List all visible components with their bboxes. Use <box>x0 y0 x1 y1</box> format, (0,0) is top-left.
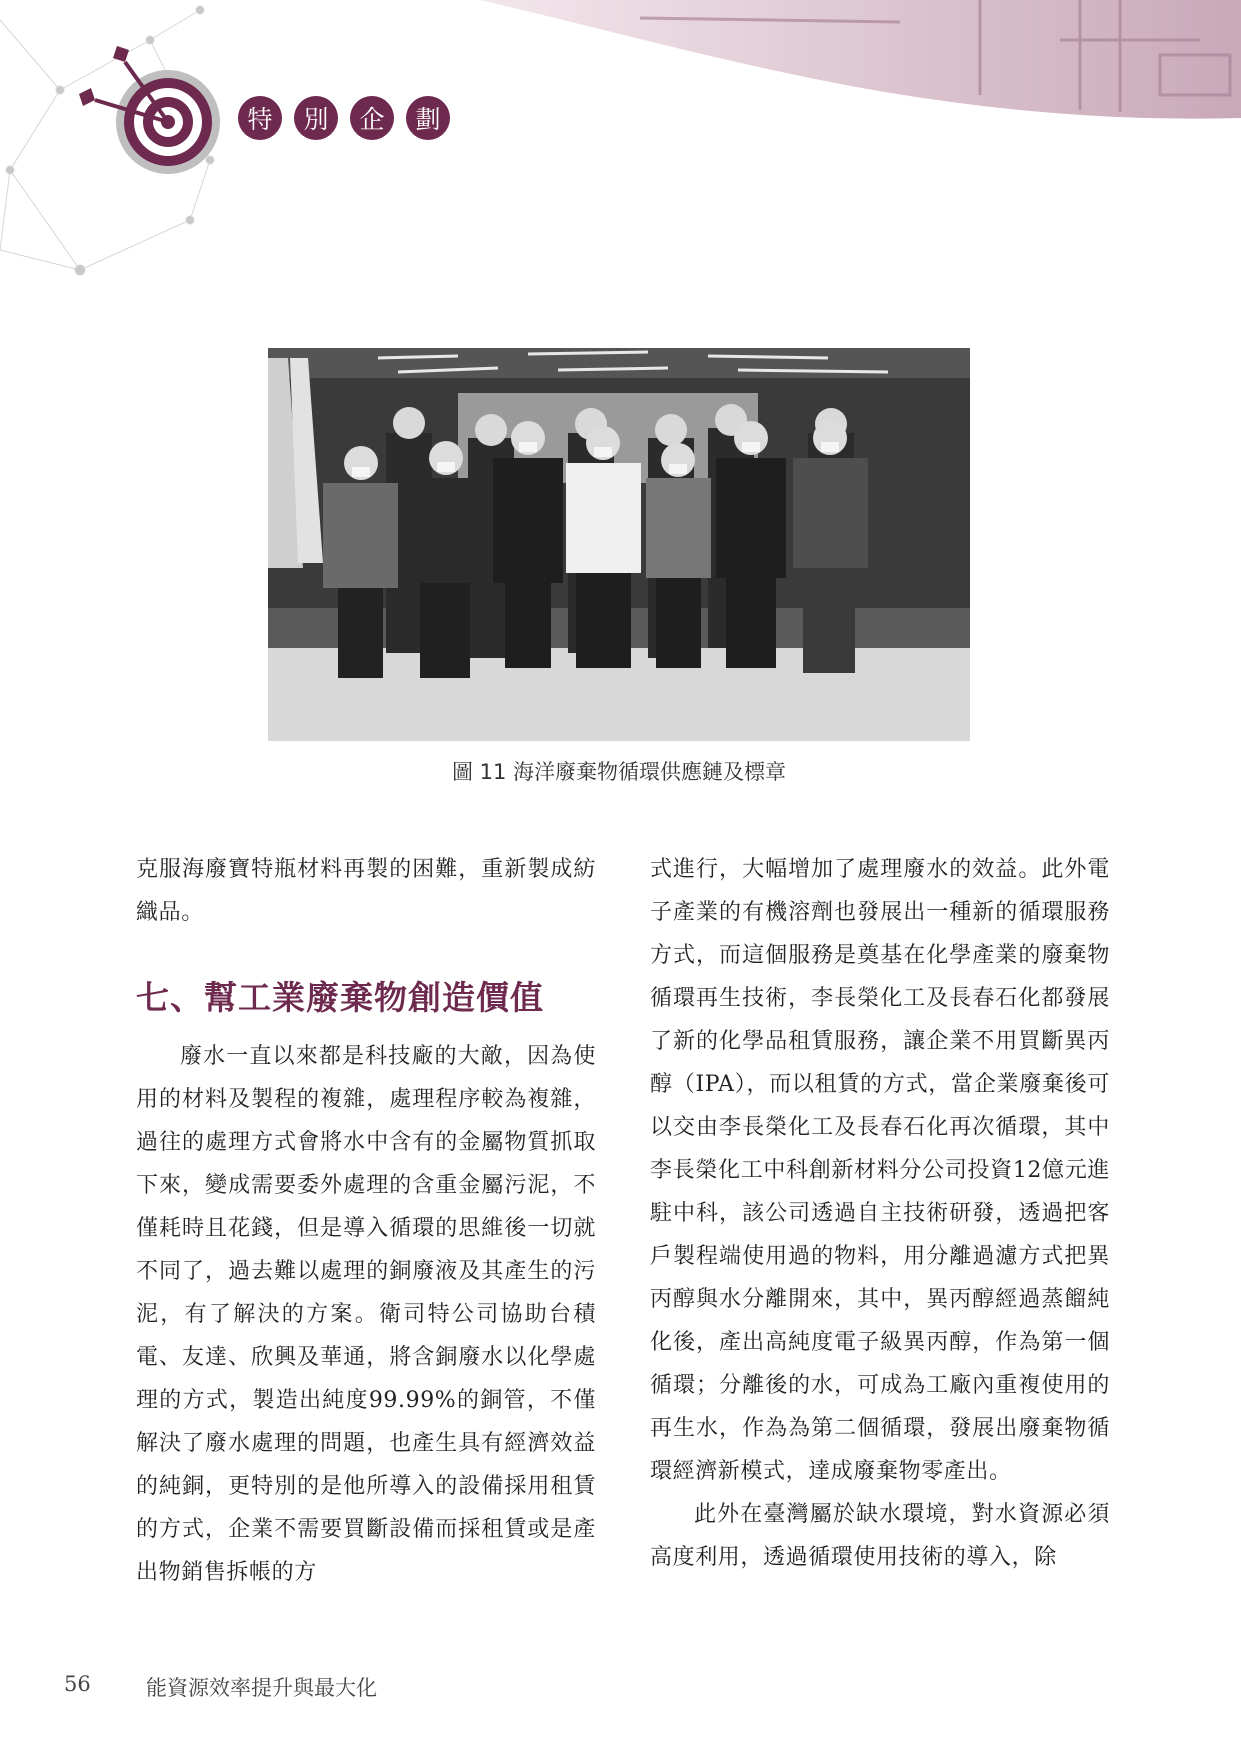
group-photo <box>268 348 970 741</box>
paragraph: 此外在臺灣屬於缺水環境，對水資源必須高度利用，透過循環使用技術的導入，除 <box>650 1502 1110 1570</box>
right-column <box>650 848 1110 1579</box>
running-footer-title: 能資源效率提升與最大化 <box>146 1676 377 1700</box>
section-label <box>238 96 450 140</box>
target-icon <box>79 46 220 174</box>
figure-caption: 圖 11 海洋廢棄物循環供應鏈及標章 <box>451 760 787 784</box>
section-heading: 七、幫工業廢棄物創造價值 <box>136 978 544 1017</box>
left-column <box>136 848 596 1594</box>
paragraph: 克服海廢寶特瓶材料再製的困難，重新製成紡織品。 <box>136 857 596 925</box>
paragraph: 廢水一直以來都是科技廠的大敵，因為使用的材料及製程的複雜，處理程序較為複雜，過往的處理方式會將水中含有的金屬物質抓取下來，變成需要委外處理的含重金屬污泥，不僅耗時且花錢，但是導入循環的思維後一切就不同了，過去難以處理的銅廢液及其產生的污泥，有了解決的方案。衛司特公司協助台積電、友達、欣興及華通，將含銅廢水以化學處理的方式，製造出純度99.99%的銅管，不僅解決了廢水處理的問題，也產生具有經濟效益的純銅，更特別的是他所導入的設備採用租賃的方式，企業不需要買斷設備而採租賃或是產出物銷售拆帳的方 <box>136 1044 596 1585</box>
paragraph: 式進行，大幅增加了處理廢水的效益。此外電子產業的有機溶劑也發展出一種新的循環服務方式，而這個服務是奠基在化學產業的廢棄物循環再生技術，李長榮化工及長春石化都發展了新的化學品租賃服務，讓企業不用買斷異丙醇（IPA），而以租賃的方式，當企業廢棄後可以交由李長榮化工及長春石化再次循環，其中李長榮化工中科創新材料分公司投資12億元進駐中科，該公司透過自主技術研發，透過把客戶製程端使用過的物料，用分離過濾方式把異丙醇與水分離開來，其中，異丙醇經過蒸餾純化後，產出高純度電子級異丙醇，作為第一個循環；分離後的水，可成為工廠內重複使用的再生水，作為為第二個循環，發展出廢棄物循環經濟新模式，達成廢棄物零產出。 <box>650 857 1110 1484</box>
header-banner <box>0 0 1241 300</box>
header-photo-band <box>480 0 1241 119</box>
page-number: 56 <box>64 1672 91 1696</box>
section-label-char: 企 <box>350 96 394 140</box>
section-label-char: 特 <box>238 96 282 140</box>
section-label-char: 別 <box>294 96 338 140</box>
section-label-char: 劃 <box>406 96 450 140</box>
